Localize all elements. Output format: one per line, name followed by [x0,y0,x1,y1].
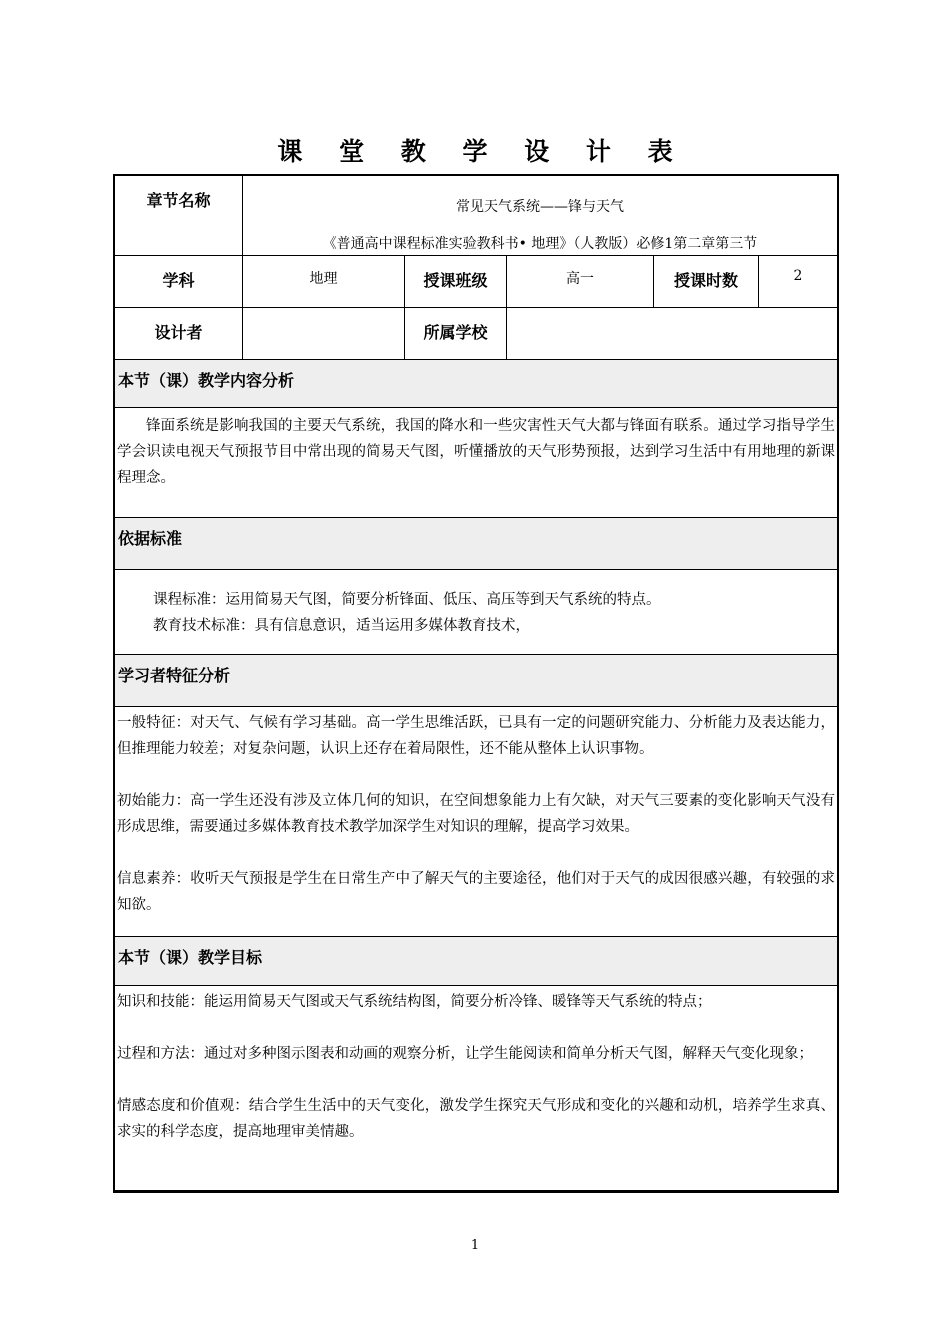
tech-standard: 教育技术标准：具有信息意识，适当运用多媒体教育技术， [153,618,530,634]
learners-general: 一般特征：对天气、气候有学习基础。高一学生思维活跃，已具有一定的问题研究能力、分析能力及表达能力，但推理能力较差；对复杂问题，认识上还存在着局限性，还不能从整体上认识事物。 [117,715,835,757]
chapter-source: 《普通高中课程标准实验教科书• 地理》（人教版）必修1第二章第三节 [322,236,758,252]
subject-label: 学科 [115,256,243,308]
objectives-heading: 本节（课）教学目标 [115,937,838,986]
page-title: 课 堂 教 学 设 计 表 [277,137,687,166]
standards-body [115,570,838,655]
school-label: 所属学校 [405,308,507,360]
chapter-title: 常见天气系统——锋与天气 [456,199,624,215]
objective-attitude: 情感态度和价值观：结合学生生活中的天气变化，激发学生探究天气形成和变化的兴趣和动机，培养学生求真、求实的科学态度，提高地理审美情趣。 [117,1098,835,1140]
chapter-label: 章节名称 [115,176,243,256]
school-value [507,308,838,360]
grade-value: 高一 [507,256,654,308]
course-standard: 课程标准：运用简易天气图，简要分析锋面、低压、高压等到天气系统的特点。 [153,592,661,608]
learners-initial-ability: 初始能力：高一学生还没有涉及立体几何的知识，在空间想象能力上有欠缺，对天气三要素的变化影响天气没有形成思维，需要通过多媒体教育技术教学加深学生对知识的理解，提高学习效果。 [117,793,835,835]
standards-heading: 依据标准 [115,518,838,570]
learners-heading: 学习者特征分析 [115,655,838,707]
content-analysis-heading: 本节（课）教学内容分析 [115,360,838,408]
content-analysis-text: 锋面系统是影响我国的主要天气系统，我国的降水和一些灾害性天气大都与锋面有联系。通过学习指导学生学会识读电视天气预报节目中常出现的简易天气图，听懂播放的天气形势预报，达到学习生活中有用地理的新课程理念。 [117,418,835,486]
designer-label: 设计者 [115,308,243,360]
objectives-body [115,986,838,1191]
subject-value: 地理 [243,256,405,308]
objective-knowledge: 知识和技能：能运用简易天气图或天气系统结构图，简要分析冷锋、暖锋等天气系统的特点； [117,994,712,1010]
page-number: 1 [470,1238,480,1253]
content-analysis-body [115,408,838,518]
grade-label: 授课班级 [405,256,507,308]
designer-value [243,308,405,360]
hours-label: 授课时数 [654,256,759,308]
learners-body [115,707,838,937]
hours-value: 2 [759,256,838,308]
chapter-value [243,176,838,256]
lesson-design-table [114,175,838,1191]
objective-process: 过程和方法：通过对多种图示图表和动画的观察分析，让学生能阅读和简单分析天气图，解释天气变化现象； [117,1046,813,1062]
learners-info-literacy: 信息素养：收听天气预报是学生在日常生产中了解天气的主要途径，他们对于天气的成因很感兴趣，有较强的求知欲。 [117,871,835,913]
